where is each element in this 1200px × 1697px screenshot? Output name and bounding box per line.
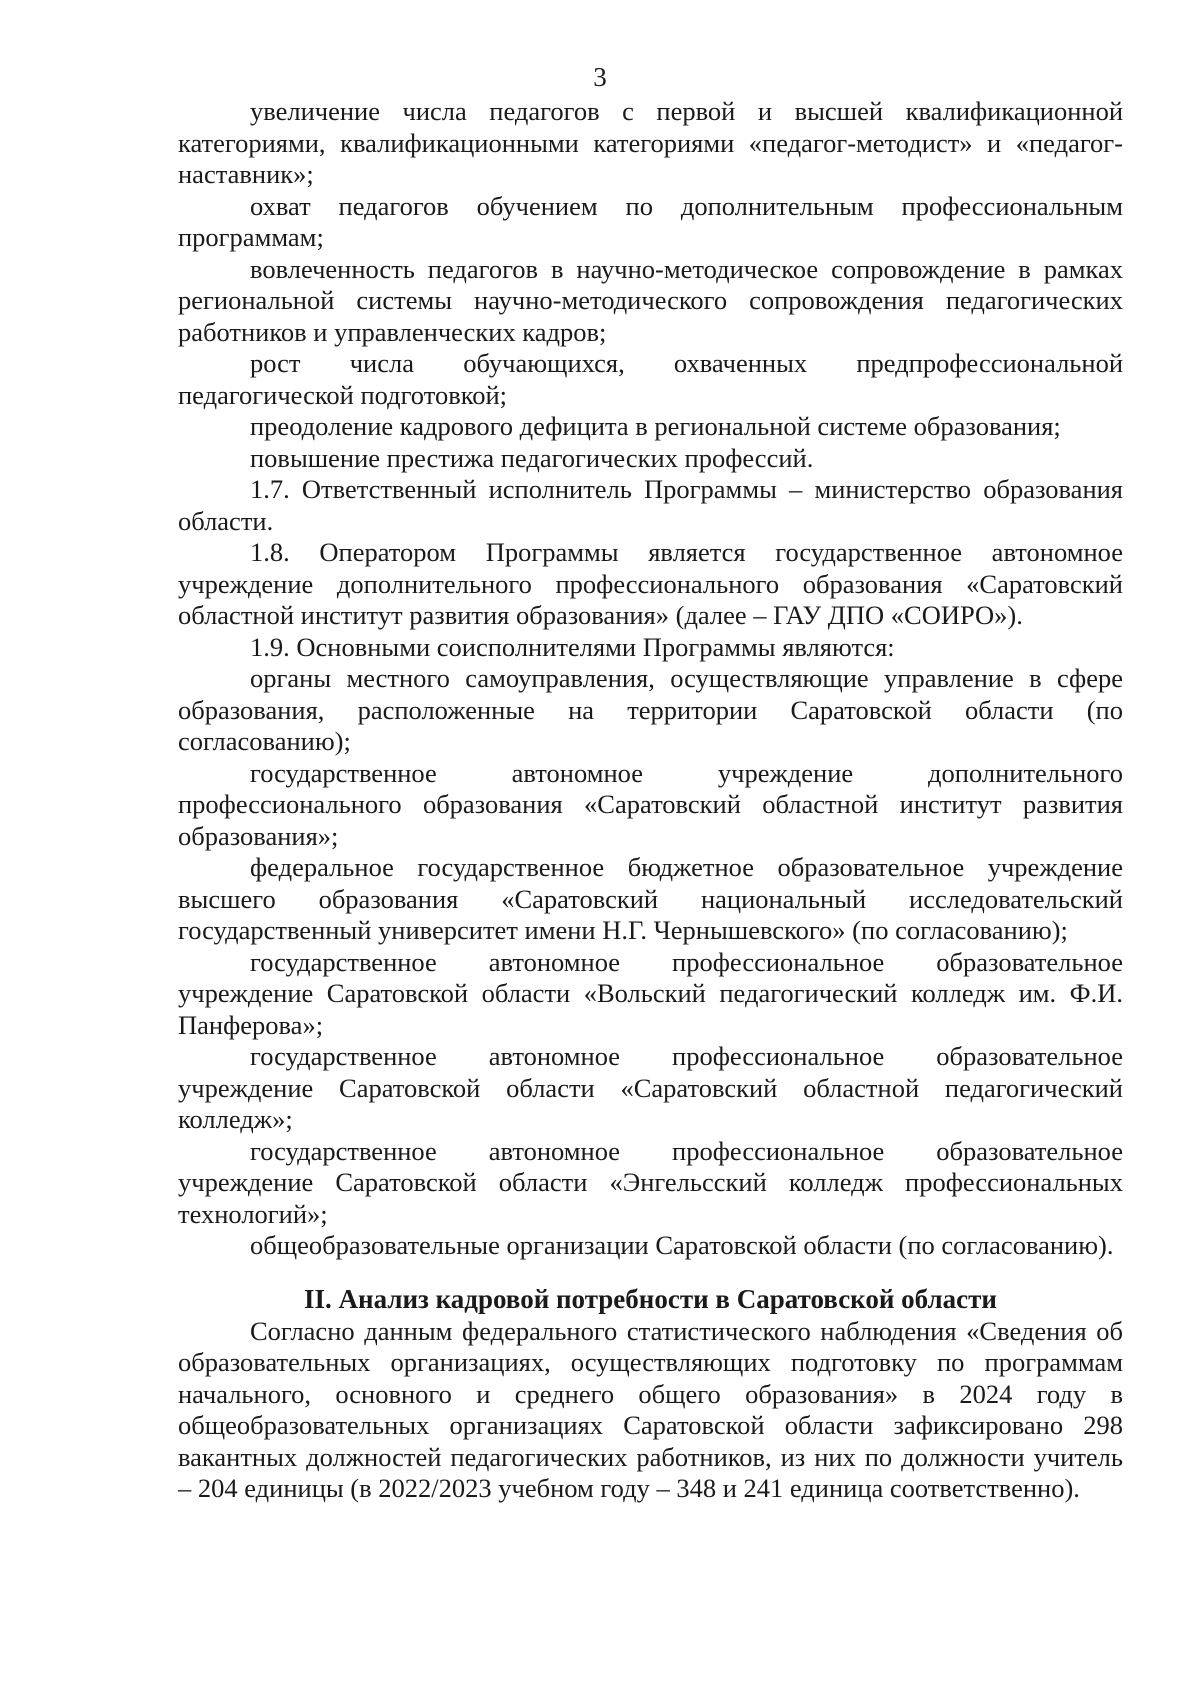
paragraph: 1.8. Оператором Программы является государственное автономное учреждение дополнительного профессионального образования «Саратовский областной институт развития образования» (далее – ГАУ ДПО «СОИРО»). [178,537,1123,630]
paragraph: увеличение числа педагогов с первой и высшей квалификационной категориями, квалификационными категориями «педагог-методист» и «педагог-наставник»; [178,96,1123,189]
paragraph: государственное автономное профессиональное образовательное учреждение Саратовской области «Энгельсский колледж профессиональных технологий»; [178,1135,1123,1229]
section-paragraph: Согласно данным федерального статистического наблюдения «Сведения об образовательных организациях, осуществляющих подготовку по программам начального, основного и среднего общего образования» в 2024 году в общеобразовательных организациях Саратовской области зафиксировано 298 вакантных должностей педагогических работников, из них по должности учитель – 204 единицы (в 2022/2023 учебном году – 348 и 241 единица соответственно). [178,1315,1123,1503]
document-body [178,96,1123,1505]
paragraph: государственное автономное учреждение дополнительного профессионального образования «Саратовский областной институт развития образования»; [178,757,1123,851]
section-heading: II. Анализ кадровой потребности в Саратовской области [304,1283,997,1314]
paragraph: государственное автономное профессиональное образовательное учреждение Саратовской области «Вольский педагогический колледж им. Ф.И. Панферова»; [178,946,1123,1040]
paragraph: рост числа обучающихся, охваченных предпрофессиональной педагогической подготовкой; [178,348,1123,410]
paragraph: федеральное государственное бюджетное образовательное учреждение высшего образования «Саратовский национальный исследовательский государственный университет имени Н.Г. Чернышевского» (по согласованию); [178,852,1123,945]
paragraph: повышение престижа педагогических профессий. [250,442,814,473]
paragraph: преодоление кадрового дефицита в региональной системе образования; [250,411,1061,441]
paragraph: 1.7. Ответственный исполнитель Программы – министерство образования области. [178,474,1123,536]
paragraph: общеобразовательные организации Саратовской области (по согласованию). [250,1230,1114,1260]
paragraph: вовлеченность педагогов в научно-методическое сопровождение в рамках региональной системы научно-методического сопровождения педагогических работников и управленческих кадров; [178,253,1123,347]
paragraph: государственное автономное профессиональное образовательное учреждение Саратовской области «Саратовский областной педагогический колледж»; [178,1041,1123,1134]
paragraph: 1.9. Основными соисполнителями Программы являются: [250,631,895,662]
paragraph: охват педагогов обучением по дополнительным профессиональным программам; [178,190,1123,252]
paragraph: органы местного самоуправления, осуществляющие управление в сфере образования, расположенные на территории Саратовской области (по согласованию); [178,663,1123,756]
page-number: 3 [593,62,607,92]
